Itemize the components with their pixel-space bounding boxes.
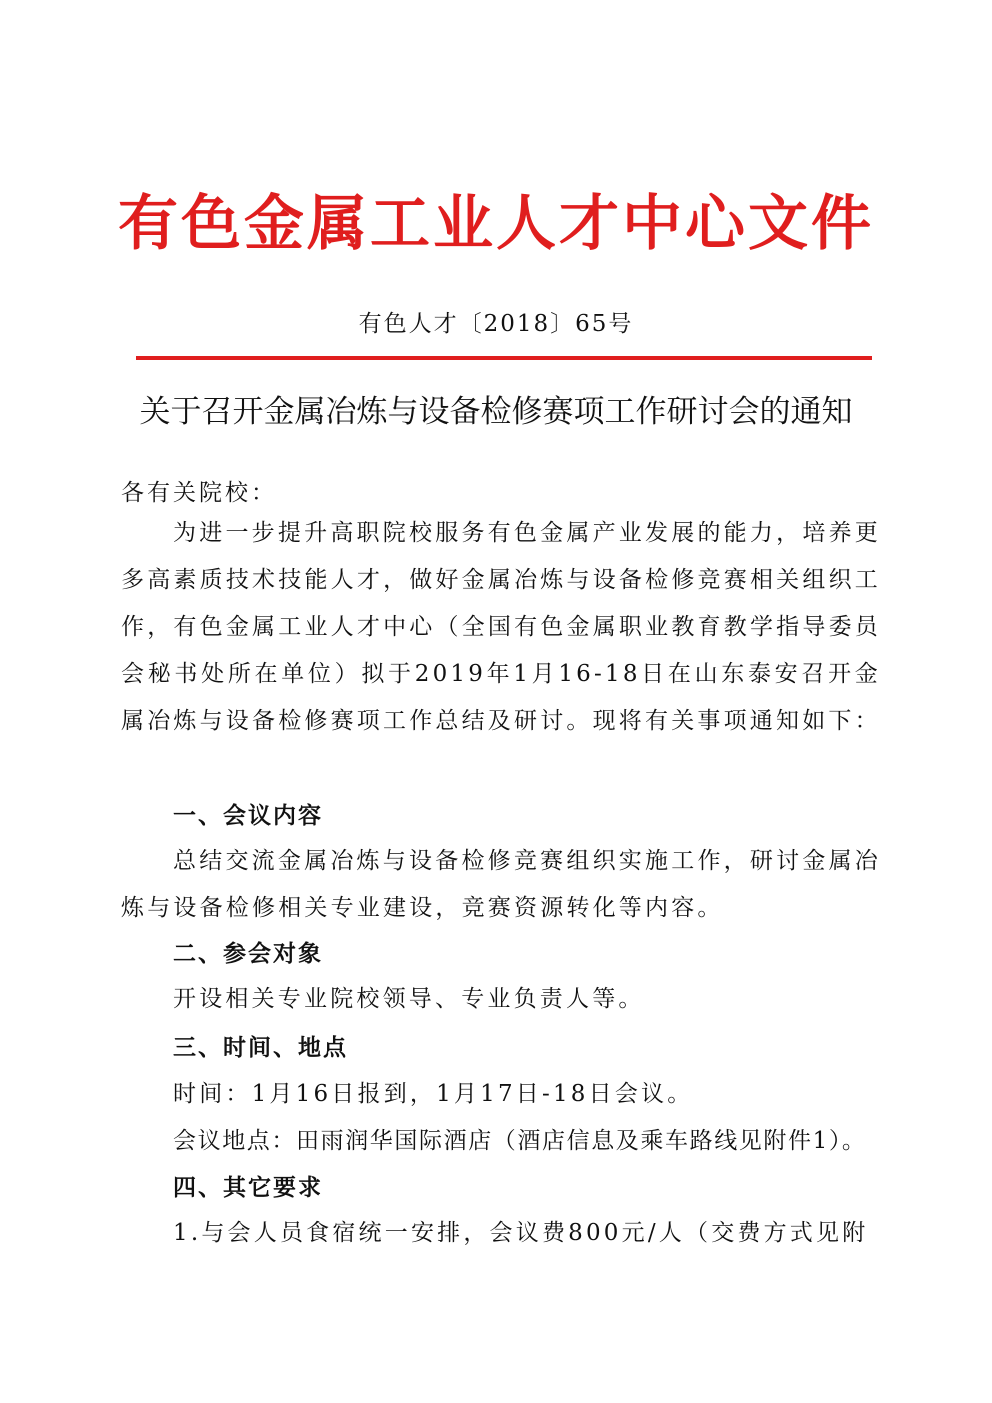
- section-paragraph: 1.与会人员食宿统一安排，会议费800元/人（交费方式见附: [173, 1220, 869, 1246]
- section-heading-attendees: 二、参会对象: [173, 941, 323, 967]
- salutation: 各有关院校：: [121, 480, 277, 506]
- section-paragraph: 总结交流金属冶炼与设备检修竞赛组织实施工作，研讨金属冶炼与设备检修相关专业建设，竞赛资源转化等内容。: [121, 848, 881, 921]
- section-heading-meeting-content: 一、会议内容: [173, 803, 323, 829]
- section-paragraph: 时间：1月16日报到，1月17日-18日会议。: [173, 1081, 694, 1107]
- intro-paragraph: 为进一步提升高职院校服务有色金属产业发展的能力，培养更多高素质技术技能人才，做好金属冶炼与设备检修竞赛相关组织工作，有色金属工业人才中心（全国有色金属职业教育教学指导委员会秘书处所在单位）拟于2019年1月16-18日在山东泰安召开金属冶炼与设备检修赛项工作总结及研讨。现将有关事项通知如下：: [121, 520, 881, 734]
- section-heading-time-place: 三、时间、地点: [173, 1035, 348, 1061]
- section-paragraph: 会议地点：田雨润华国际酒店（酒店信息及乘车路线见附件1）。: [173, 1128, 867, 1154]
- section-paragraph: 开设相关专业院校领导、专业负责人等。: [173, 986, 645, 1012]
- document-number: 有色人才〔2018〕65号: [358, 311, 634, 337]
- notice-title: 关于召开金属冶炼与设备检修赛项工作研讨会的通知: [139, 394, 853, 430]
- red-divider-rule: [136, 356, 872, 360]
- section-heading-other-requirements: 四、其它要求: [173, 1175, 323, 1201]
- issuer-header-title: 有色金属工业人才中心文件: [118, 189, 874, 259]
